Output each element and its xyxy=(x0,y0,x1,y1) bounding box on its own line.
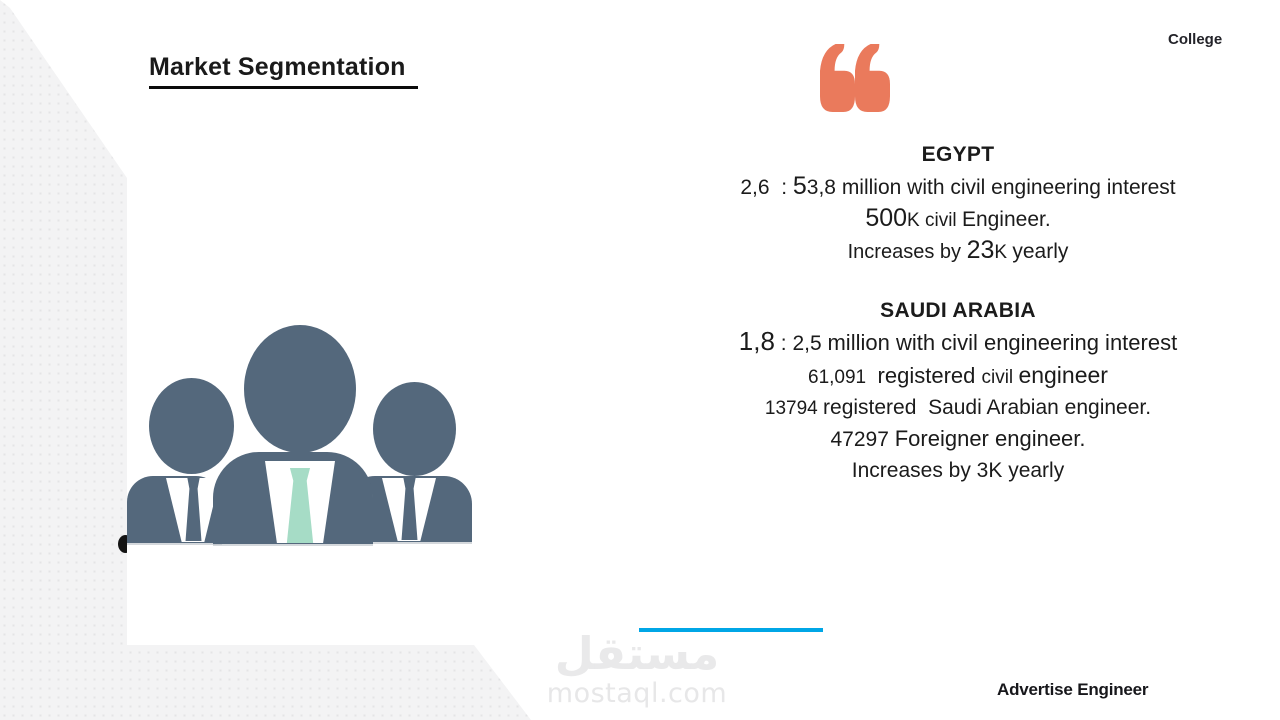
saudi-arabia-section xyxy=(678,298,1238,485)
stat-line: Increases by 3K yearly xyxy=(851,459,1065,482)
stat-line xyxy=(678,424,1238,456)
stat-text-part: 3,8 xyxy=(806,176,842,199)
saudi-heading: SAUDI ARABIA xyxy=(880,299,1036,322)
stat-text-part: registered xyxy=(871,363,982,388)
stat-text-part: Engineer. xyxy=(961,208,1051,231)
quote-icon xyxy=(820,44,890,112)
stat-text-part: 2,6 : xyxy=(740,176,793,199)
stat-text-part: 61,091 xyxy=(808,367,872,388)
team-illustration xyxy=(125,318,477,553)
stat-text-part: Foreigner engineer. xyxy=(894,426,1086,451)
advertise-engineer-label: Advertise Engineer xyxy=(997,680,1149,699)
stat-text-part: civil xyxy=(981,367,1019,388)
mostaql-watermark xyxy=(538,628,736,708)
college-label: College xyxy=(1168,31,1223,48)
person-head xyxy=(244,325,356,453)
market-stats xyxy=(678,142,1238,485)
stat-line xyxy=(678,204,1238,236)
stat-text-part: million with civil engineering interest xyxy=(841,176,1176,199)
stat-line xyxy=(678,393,1238,424)
stat-text-part: registered Saudi Arabian engineer. xyxy=(823,396,1152,419)
person-head xyxy=(373,382,456,476)
stat-text-part: Increases by xyxy=(847,241,967,263)
egypt-section xyxy=(678,142,1238,268)
stat-text-part: yearly xyxy=(1012,240,1069,263)
stat-text-part: 500 xyxy=(865,204,908,232)
person-head xyxy=(149,378,234,474)
stat-text-part: K xyxy=(994,242,1013,263)
stat-text-part: million with civil engineering interest xyxy=(827,330,1178,355)
egypt-heading: EGYPT xyxy=(921,143,995,166)
watermark-arabic: مستقل xyxy=(554,627,720,680)
stat-text-part: engineer xyxy=(1018,362,1108,388)
stat-line xyxy=(678,361,1238,393)
stat-text-part: 23 xyxy=(966,236,995,264)
watermark-latin: mostaql.com xyxy=(546,678,728,709)
stat-line xyxy=(678,236,1238,268)
stat-text-part: 5 xyxy=(792,172,807,200)
stat-text-part: 13794 xyxy=(764,398,824,419)
page-title: Market Segmentation xyxy=(149,53,418,89)
stat-text-part: civil xyxy=(924,210,962,231)
stat-text-part: : 2,5 xyxy=(774,332,828,355)
stat-text-part: K xyxy=(907,210,925,231)
stat-text-part: 47297 xyxy=(830,428,895,451)
stat-line xyxy=(678,326,1238,361)
stat-text-part: 1,8 xyxy=(738,326,775,356)
stat-line xyxy=(678,172,1238,204)
